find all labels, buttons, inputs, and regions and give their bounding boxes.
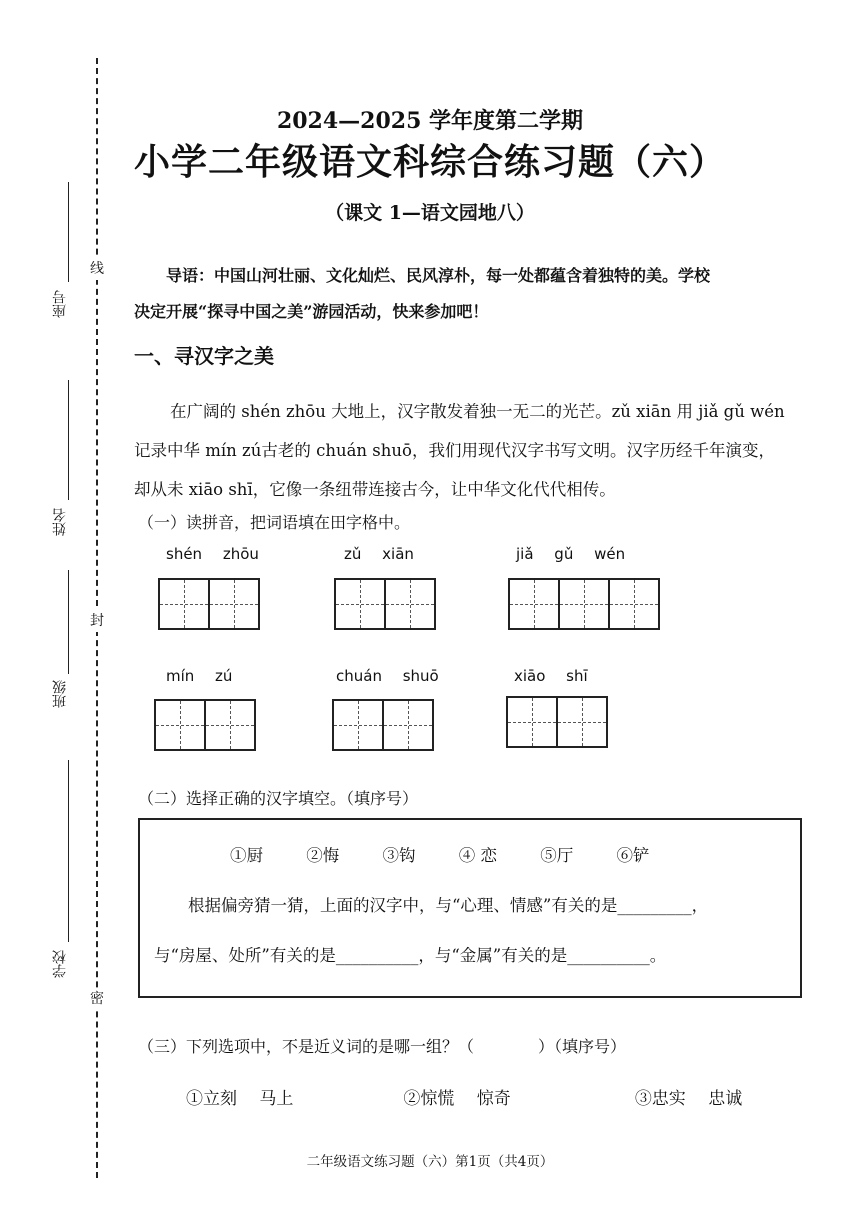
pinyin-label: mín zú [166, 667, 233, 685]
question-2-line-1[interactable]: 根据偏旁猜一猜，上面的汉字中，与“心理、情感”有关的是_________， [188, 896, 709, 915]
tianzige-cell[interactable] [158, 578, 210, 630]
binding-char-xian: 线 [88, 258, 106, 280]
pinyin-label: jiǎ gǔ wén [516, 545, 626, 563]
intro-line-2: 决定开展“探寻中国之美”游园活动，快来参加吧！ [134, 302, 489, 321]
class-line[interactable] [68, 570, 69, 674]
option-2: ②惊慌 惊奇 [403, 1089, 511, 1109]
tianzige-cell[interactable] [204, 699, 256, 751]
paragraph-line-1: 在广阔的 shén zhōu 大地上，汉字散发着独一无二的光芒。zǔ xiān 用 jiǎ gǔ wén [170, 402, 785, 421]
pinyin-label: zǔ xiān [344, 545, 414, 563]
question-3-options [186, 1084, 742, 1109]
page-title: 小学二年级语文科综合练习题（六） [133, 141, 726, 183]
tianzige-grid[interactable] [508, 578, 658, 630]
tianzige-cell[interactable] [556, 696, 608, 748]
page-footer: 二年级语文练习题（六）第1页（共4页） [306, 1154, 554, 1170]
tianzige-cell[interactable] [382, 699, 434, 751]
tianzige-cell[interactable] [334, 578, 386, 630]
option-3: ③忠实 忠诚 [634, 1089, 743, 1109]
binding-char-feng: 封 [88, 610, 106, 632]
tianzige-cell[interactable] [154, 699, 206, 751]
pinyin-label: chuán shuō [336, 667, 439, 685]
class-label: 班级 [52, 680, 68, 708]
tianzige-cell[interactable] [608, 578, 660, 630]
tianzige-cell[interactable] [332, 699, 384, 751]
tianzige-grid[interactable] [158, 578, 258, 630]
tianzige-grid[interactable] [154, 699, 254, 751]
option-lian: ④ 恋 [458, 846, 497, 865]
option-chu: ①厨 [230, 846, 263, 865]
reading-paragraph [134, 392, 824, 509]
tianzige-cell[interactable] [558, 578, 610, 630]
tianzige-cell[interactable] [506, 696, 558, 748]
option-ting: ⑤厅 [540, 846, 574, 865]
tianzige-cell[interactable] [508, 578, 560, 630]
option-hui: ②悔 [306, 846, 340, 865]
question-2-options [230, 842, 688, 866]
page-subtitle: （课文 1—语文园地八） [325, 202, 535, 224]
tianzige-grid[interactable] [332, 699, 432, 751]
tianzige-grid[interactable] [506, 696, 606, 748]
seat-number-label: 座号 [52, 290, 68, 318]
term-heading: 2024—2025 学年度第二学期 [276, 108, 584, 134]
paragraph-line-3: 却从未 xiāo shī，它像一条纽带连接古今，让中华文化代代相传。 [134, 480, 616, 499]
question-1-prompt: （一）读拼音，把词语填在田字格中。 [138, 513, 411, 532]
pinyin-label: xiāo shī [514, 667, 588, 685]
intro-text [134, 258, 814, 330]
question-3-prompt[interactable]: （三）下列选项中，不是近义词的是哪一组？（ ）（填序号） [138, 1037, 627, 1056]
intro-line-1: 导语：中国山河壮丽、文化灿烂、民风淳朴，每一处都蕴含着独特的美。学校 [166, 266, 711, 285]
option-chan: ⑥铲 [616, 846, 650, 865]
paragraph-line-2: 记录中华 mín zú古老的 chuán shuō，我们用现代汉字书写文明。汉字历经千年演变， [134, 441, 775, 460]
seat-number-line[interactable] [68, 182, 69, 282]
question-2-prompt: （二）选择正确的汉字填空。（填序号） [138, 789, 419, 808]
option-1: ①立刻 马上 [186, 1089, 294, 1109]
option-gou: ③钩 [382, 846, 416, 865]
binding-char-mi: 密 [88, 988, 106, 1010]
question-2-line-2[interactable]: 与“房屋、处所”有关的是__________，与“金属”有关的是__________。 [154, 946, 667, 965]
tianzige-cell[interactable] [208, 578, 260, 630]
name-label: 姓名 [52, 508, 68, 536]
pinyin-label: shén zhōu [166, 545, 259, 563]
tianzige-grid[interactable] [334, 578, 434, 630]
tianzige-cell[interactable] [384, 578, 436, 630]
name-line[interactable] [68, 380, 69, 500]
school-line[interactable] [68, 760, 69, 942]
section-1-title: 一、寻汉字之美 [134, 344, 274, 368]
school-label: 学校 [52, 950, 68, 978]
